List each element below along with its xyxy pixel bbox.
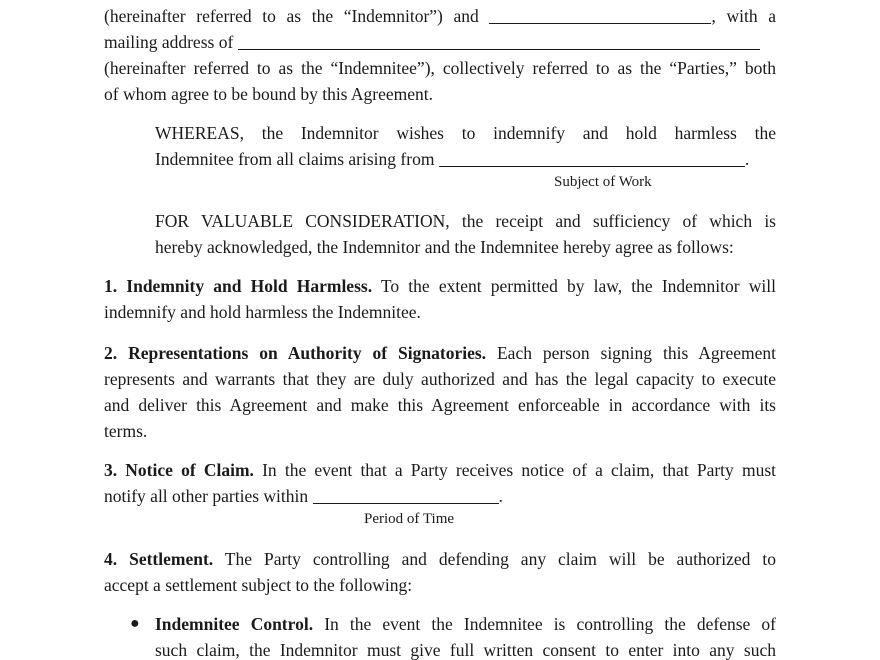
section-2-line-1: 2. Representations on Authority of Signatories. Each person signing this Agreement [104, 343, 776, 363]
whereas-line-1: WHEREAS, the Indemnitor wishes to indemnify and hold harmless the [155, 123, 776, 143]
bullet-dot-icon: ● [130, 615, 140, 632]
section-2-representations [104, 340, 776, 444]
whereas-paragraph [155, 120, 776, 172]
opening-line-4: of whom agree to be bound by this Agreement. [104, 84, 434, 104]
opening-line-3: (hereinafter referred to as the “Indemnitee”), collectively referred to as the “Parties,” both [104, 58, 776, 78]
bullet-1-heading: Indemnitee Control. [155, 614, 314, 634]
section-3-heading: 3. Notice of Claim. [104, 460, 254, 480]
period-of-time-caption: Period of Time [364, 511, 455, 527]
section-2-line-3: and deliver this Agreement and make this Agreement enforceable in accordance with its [104, 395, 776, 415]
section-1-line-1: 1. Indemnity and Hold Harmless. To the extent permitted by law, the Indemnitor will [104, 276, 776, 296]
opening-paragraph [104, 3, 776, 107]
section-2-line-2: represents and warrants that they are duly authorized and has the legal capacity to execute [104, 369, 776, 389]
section-1-indemnity [104, 273, 776, 325]
subject-of-work-blank[interactable] [439, 148, 745, 167]
section-4-line-2: accept a settlement subject to the following: [104, 575, 413, 595]
opening-line-2: mailing address of [104, 29, 776, 55]
consideration-line-2: hereby acknowledged, the Indemnitor and the Indemnitee hereby agree as follows: [155, 237, 734, 257]
section-4-heading: 4. Settlement. [104, 549, 214, 569]
bullet-1-line-1: Indemnitee Control. In the event the Indemnitee is controlling the defense of [155, 614, 776, 634]
opening-line-1: (hereinafter referred to as the “Indemnitor”) and , with a [104, 6, 776, 26]
section-2-heading: 2. Representations on Authority of Signatories. [104, 343, 487, 363]
section-2-line-4: terms. [104, 421, 148, 441]
consideration-paragraph [155, 208, 776, 260]
section-1-heading: 1. Indemnity and Hold Harmless. [104, 276, 373, 296]
subject-of-work-caption: Subject of Work [554, 174, 652, 190]
bullet-indemnitee-control [155, 611, 776, 660]
section-4-line-1: 4. Settlement. The Party controlling and defending any claim will be authorized to [104, 549, 776, 569]
section-3-line-2: notify all other parties within . [104, 486, 503, 506]
section-3-notice [104, 457, 776, 509]
section-3-line-1: 3. Notice of Claim. In the event that a Party receives notice of a claim, that Party must [104, 460, 776, 480]
indemnitee-name-blank[interactable] [489, 5, 711, 24]
period-of-time-blank[interactable] [313, 485, 499, 504]
bullet-1-line-2: such claim, the Indemnitor must give full written consent to enter into any such [155, 640, 776, 660]
section-4-settlement [104, 546, 776, 598]
consideration-line-1: FOR VALUABLE CONSIDERATION, the receipt and sufficiency of which is [155, 211, 776, 231]
whereas-line-2: Indemnitee from all claims arising from . [155, 149, 750, 169]
mailing-address-blank[interactable] [238, 31, 760, 50]
section-1-line-2: indemnify and hold harmless the Indemnitee. [104, 302, 421, 322]
